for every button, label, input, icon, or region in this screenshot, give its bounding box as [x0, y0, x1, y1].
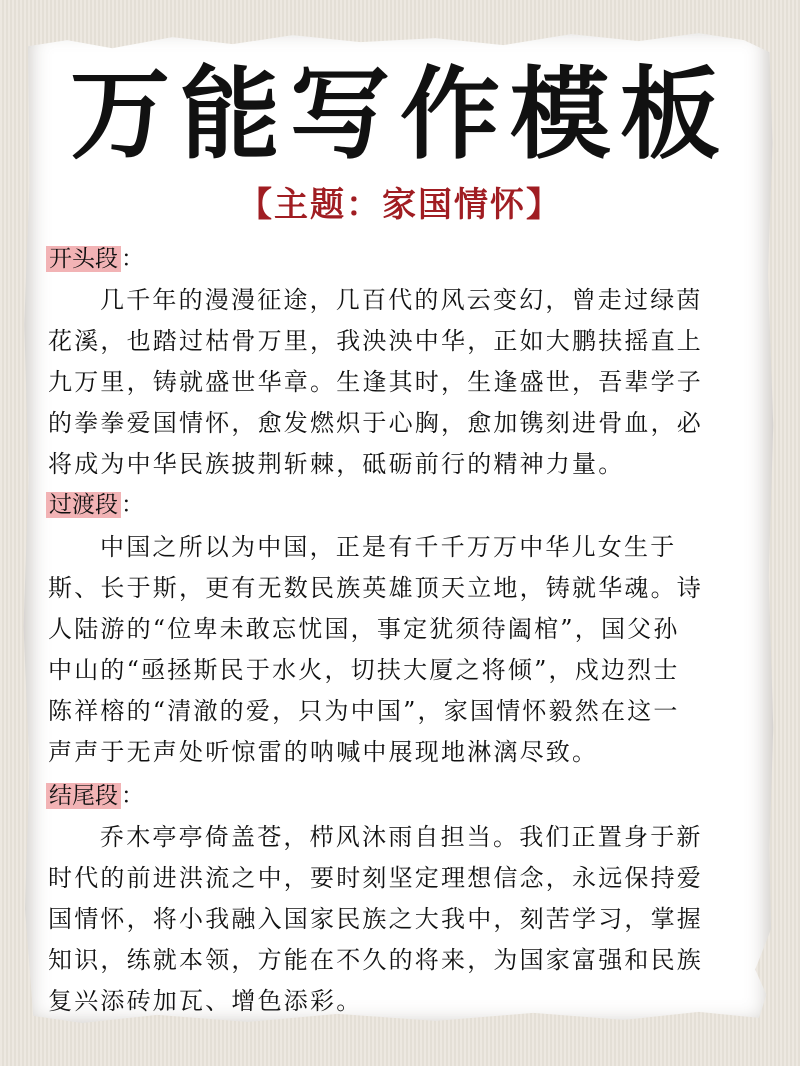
paragraph-line: 时代的前进洪流之中，要时刻坚定理想信念，永远保持爱 [48, 864, 703, 892]
section-label-text: 开头段 [46, 246, 121, 272]
paragraph-line: 花溪，也踏过枯骨万里，我泱泱中华，正如大鹏扶摇直上 [48, 327, 703, 355]
paragraph-line: 人陆游的“位卑未敢忘忧国，事定犹须待阖棺”，国父孙 [48, 615, 680, 643]
section-label-text: 结尾段 [46, 783, 121, 809]
paragraph-line: 乔木亭亭倚盖苍，栉风沐雨自担当。我们正置身于新 [100, 823, 703, 851]
paragraph-line: 的拳拳爱国情怀，愈发燃炽于心胸，愈加镌刻进骨血，必 [48, 409, 703, 437]
paragraph-opening [48, 280, 760, 485]
paragraph-ending [48, 817, 760, 1022]
paragraph-line: 九万里，铸就盛世华章。生逢其时，生逢盛世，吾辈学子 [48, 368, 703, 396]
paragraph-line: 知识，练就本领，方能在不久的将来，为国家富强和民族 [48, 946, 703, 974]
paragraph-line: 几千年的漫漫征途，几百代的风云变幻，曾走过绿茵 [100, 286, 703, 314]
paragraph-line: 声声于无声处听惊雷的呐喊中展现地淋漓尽致。 [48, 738, 599, 766]
paragraph-transition [48, 527, 760, 773]
section-label-text: 过渡段 [46, 492, 121, 518]
theme-subtitle: 【主题：家国情怀】 [238, 185, 562, 225]
section-label-colon: ： [121, 246, 144, 272]
paragraph-line: 中国之所以为中国，正是有千千万万中华儿女生于 [100, 533, 677, 561]
paragraph-line: 复兴添砖加瓦、增色添彩。 [48, 987, 363, 1015]
paragraph-line: 国情怀，将小我融入国家民族之大我中，刻苦学习，掌握 [48, 905, 703, 933]
section-label-colon: ： [121, 492, 144, 518]
paragraph-line: 将成为中华民族披荆斩棘，砥砺前行的精神力量。 [48, 450, 625, 478]
section-label-colon: ： [121, 783, 144, 809]
page-title: 万能写作模板 [70, 55, 730, 173]
paragraph-line: 斯、长于斯，更有无数民族英雄顶天立地，铸就华魂。诗 [48, 574, 703, 602]
paragraph-line: 中山的“亟拯斯民于水火，切扶大厦之将倾”，戍边烈士 [48, 656, 680, 684]
section-label-transition [46, 490, 144, 520]
section-label-ending [46, 781, 144, 811]
paragraph-line: 陈祥榕的“清澈的爱，只为中国”，家国情怀毅然在这一 [48, 697, 680, 725]
section-label-opening [46, 244, 144, 274]
